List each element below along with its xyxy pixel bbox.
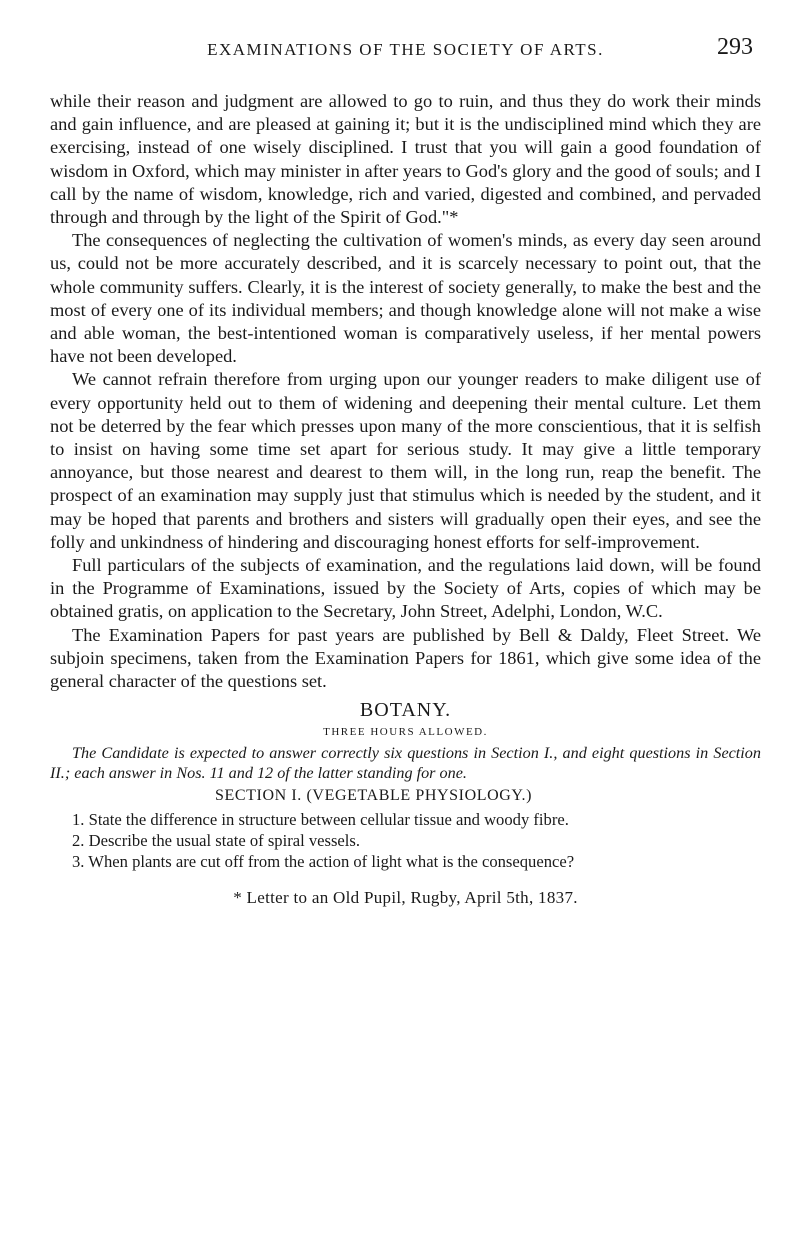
question: 2. Describe the usual state of spiral vessels. xyxy=(72,831,361,851)
question: 3. When plants are cut off from the action of light what is the consequence? xyxy=(72,852,575,872)
paragraph: Full particulars of the subjects of examination, and the regulations laid down, will be found in the Programme of Examinations, issued by the Society of Arts, copies of which may be obtained gratis, on application to the Secretary, John Street, Adelphi, London, W.C. xyxy=(50,555,761,622)
running-head xyxy=(50,34,761,80)
running-title: EXAMINATIONS OF THE SOCIETY OF ARTS. xyxy=(207,40,604,59)
botany-exam xyxy=(50,697,761,872)
time-allowed: THREE HOURS ALLOWED. xyxy=(323,726,488,739)
body-text xyxy=(50,90,761,693)
footnote: * Letter to an Old Pupil, Rugby, April 5th, 1837. xyxy=(233,888,578,908)
section-heading: SECTION I. (VEGETABLE PHYSIOLOGY.) xyxy=(215,787,533,805)
page-number: 293 xyxy=(717,34,753,60)
question: 1. State the difference in structure between cellular tissue and woody fibre. xyxy=(72,810,569,830)
paragraph: The consequences of neglecting the cultivation of women's minds, as every day seen around us, could not be more accurately described, and it is scarcely necessary to point out, that the whole community suffers. Clearly, it is the interest of society generally, to make the best and the most of every one of its individual members; and though knowledge alone will not make a wise and able woman, the best-intentioned woman is comparatively useless, if her mental powers have not been developed. xyxy=(50,230,761,367)
botany-title: BOTANY. xyxy=(359,699,452,722)
paragraph: We cannot refrain therefore from urging upon our younger readers to make diligent use of every opportunity held out to them of widening and deepening their mental culture. Let them not be deterred by the fear which presses upon many of the more conscientious, that it is selfish to insist on having some time set apart for serious study. It may give a little temporary annoyance, but those nearest and dearest to them will, in the long run, reap the benefit. The prospect of an examination may supply just that stimulus which is needed by the student, and it may be hoped that parents and brothers and sisters will gradually open their eyes, and see the folly and unkindness of hindering and discouraging honest efforts for self-improvement. xyxy=(50,369,761,552)
paragraph: The Examination Papers for past years are published by Bell & Daldy, Fleet Street. We subjoin specimens, taken from the Examination Papers for 1861, which give some idea of the general character of the questions set. xyxy=(50,624,761,692)
paragraph: while their reason and judgment are allowed to go to ruin, and thus they do work their minds and gain influence, and are pleased at gaining it; but it is the undisciplined mind which they are exercising, instead of one wisely disciplined. I trust that you will gain a good foundation of wisdom in Oxford, which may minister in after years to God's glory and the good of souls; and I call by the name of wisdom, knowledge, rich and varied, digested and combined, and pervaded through and through by the light of the Spirit of God."* xyxy=(50,91,761,228)
exam-instructions: The Candidate is expected to answer correctly six questions in Section I., and eight questions in Section II.; each answer in Nos. 11 and 12 of the latter standing for one. xyxy=(50,744,761,782)
